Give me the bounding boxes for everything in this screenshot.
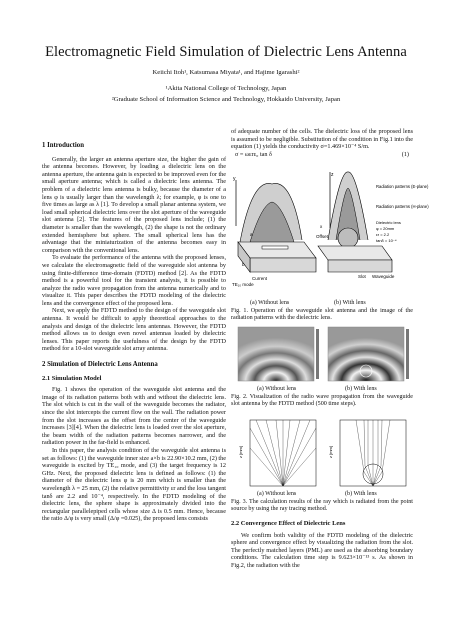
paper-title: Electromagnetic Field Simulation of Dielectric Lens Antenna bbox=[45, 44, 407, 60]
intro-paragraph-2: To evaluate the performance of the antenna with the proposed lenses, we calculate the electromagnetic field of the waveguide slot antenna by using finite-difference time-domain (FDTD) method [2]. As the FDTD method is a powerful tool for the transient analysis, it is possible to analyze the radio wave propagation from the antenna numerically and to visualize it. This paper describes the FDTD modeling of the dielectric lens and the convergence effect of the proposed lens. bbox=[42, 254, 226, 307]
section-1-heading: 1 Introduction bbox=[42, 142, 84, 149]
fig1-a-label: a bbox=[250, 232, 253, 237]
model-paragraph-2: In this paper, the analysis condition of the waveguide slot antenna is set as follows: (1) the waveguide inner size a×b is 22.90×10.2 mm, (2) the waveguide is excited by TE₁₀ mode, and (3) the target frequency is 12 GHz. Next, the proposed dielectric lens is defined as follows: (1) the diameter of the dielectric lens φ is 20 mm which is smaller than the wavelength λ = 25 mm, (2) the relative permittivity εr and the loss tangent tanδ are 2.2 and 10⁻⁴, respectively. In the FDTD modeling of the dielectric lens, the sphere shape is approximately divided into the rectangular parallelepiped cells whose size Δ is 0.5 mm. Hence, because the ratio Δ/φ is very small (Δ/φ =0.025), the proposed lens consists bbox=[42, 446, 227, 523]
fig1-lens-phi: φ = 20mm bbox=[376, 226, 395, 231]
fig1-caption: Fig. 1. Operation of the waveguide slot antenna and the image of the radiation patterns with the dielectric lens. bbox=[231, 308, 413, 322]
affiliation-2: ²Graduate School of Information Science and Technology, Hokkaido University, Japan bbox=[111, 96, 341, 103]
fig3-panel-b bbox=[328, 420, 406, 486]
subsection-2-1-heading: 2.1 Simulation Model bbox=[42, 374, 102, 382]
fig1-rp-h: Radiation patterns (H-plane) bbox=[376, 204, 429, 209]
right-column-top bbox=[231, 128, 413, 158]
fig2-sub-b: (b) With lens bbox=[345, 386, 377, 392]
waveguide-top-b bbox=[318, 246, 392, 260]
fig3-sub-a: (a) Without lens bbox=[257, 491, 297, 497]
equation-text: σ = ωεrε₀ tan δ bbox=[235, 150, 272, 158]
right-column-bottom bbox=[231, 520, 413, 570]
fig2-colorbar-b bbox=[406, 329, 409, 379]
waveguide-top-a bbox=[238, 242, 316, 258]
fig1-rp-e: Radiation patterns (E-plane) bbox=[376, 184, 429, 189]
fig1-sub-a: (a) Without lens bbox=[250, 300, 290, 306]
dielectric-lens bbox=[338, 228, 358, 248]
fig1-te10-label: TE₁₀ mode bbox=[232, 282, 254, 287]
fig1-sub-b: (b) With lens bbox=[334, 300, 366, 306]
model-paragraph-1: Fig. 1 shows the operation of the waveguide slot antenna and the image of its radiation patterns both with and without the dielectric lens. The slot which is cut in the wall of the waveguide becomes the radiator, since the slot intercepts the current flow on the wall. The radiation power from the slot increases as the offset from the center of the waveguide increases [3][4]. When the dielectric lens is loaded over the slot aperture, the beam width of the radiation patterns becomes narrower, and the radiation power in the far-field is enhanced. bbox=[42, 386, 226, 447]
intro-paragraph-1: Generally, the larger an antenna aperture size, the higher the gain of the antenna becomes. However, by loading a dielectric lens on the antenna aperture, the antenna gain is expected to be improved even for the small aperture antenna; which is called a dielectric lens antenna. The problem of a dielectric lens antenna is bulky, because the diameter of a lens φ is usually larger than the wavelength λ; for example, φ is one to five times as large as λ [1]. To develop a small planar antenna system, we load small spherical dielectric lens over the slot aperture of the waveguide slot antenna [2]. The features of the proposed lens include; (1) the diameter is smaller than the wavelength, (2) the shape is not the ordinary extended hemisphere but sphere. The small spherical lens has the advantage that the miniaturization of the antenna becomes easy in comparison with the conventional lens. bbox=[42, 155, 226, 254]
section-2-heading: 2 Simulation of Dielectric Lens Antenna bbox=[42, 361, 158, 369]
subsection-2-2-heading: 2.2 Convergence Effect of Dielectric Lens bbox=[231, 520, 346, 527]
affiliation-1: ¹Akita National College of Technology, Japan bbox=[165, 85, 287, 92]
figure-3 bbox=[236, 418, 414, 490]
fig3-axis-label-a: z [mm] bbox=[238, 446, 243, 458]
fig2-sub-a: (a) Without lens bbox=[257, 386, 297, 392]
fig2-field-a bbox=[238, 327, 314, 381]
equation-1 bbox=[231, 151, 413, 159]
figure-1 bbox=[232, 168, 429, 298]
fig1-lens-tan: tanδ = 10⁻⁴ bbox=[376, 238, 397, 243]
fig2-caption: Fig. 2. Visualization of the radio wave propagation from the waveguide slot antenna by the FDTD method (500 time steps). bbox=[231, 394, 413, 408]
right-paragraph-1: of adequate number of the cells. The dielectric loss of the proposed lens is assumed to be negligible. Substitution of the condition in Fig.1 into the equation (1) yields the conductivity σ=1.469×10⁻⁴ S/m. bbox=[231, 128, 413, 151]
waveguide-side-b bbox=[328, 260, 392, 272]
fig1-panel-a bbox=[232, 176, 316, 287]
convergence-paragraph: We confirm both validity of the FDTD modeling of the dielectric sphere and convergence effect by visualizing the radiation from the slot. The perfectly matched layers (PML) are used as the absorbing boundary conditions. The calculation time step is 9.623×10⁻¹³ s. As shown in Fig.2, the radiation with the bbox=[231, 531, 413, 569]
fig3-axis-label-b: z [mm] bbox=[328, 446, 333, 458]
authors: Keiichi Itoh¹, Katsumasa Miyata¹, and Hajime Igarashi² bbox=[152, 69, 300, 76]
fig3-sub-b: (b) With lens bbox=[345, 491, 377, 497]
fig1-offset-label: Offset bbox=[316, 234, 328, 239]
figure-2 bbox=[236, 325, 414, 383]
fig2-field-b bbox=[328, 327, 404, 381]
fig1-waveguide-label: Waveguide bbox=[372, 274, 395, 279]
fig1-x-label: x bbox=[320, 224, 323, 229]
fig3-panel-a bbox=[238, 420, 316, 486]
intro-paragraph-3: Next, we apply the FDTD method to the design of the waveguide slot antenna. It would be difficult to apply theoretical approaches to the analysis and design of the dielectric lens antennas. However, the FDTD method allows us to design even novel antennas loaded by dielectric lenses. This paper reports the usefulness of the design by the FDTD method for a 10-slot waveguide slot array antenna. bbox=[42, 307, 226, 353]
fig2-colorbar bbox=[316, 329, 319, 379]
fig1-y-label: y bbox=[233, 176, 236, 182]
fig1-lens-title: Dielectric lens bbox=[376, 220, 401, 225]
left-column bbox=[42, 142, 226, 523]
fig1-current-label: Current bbox=[252, 276, 268, 281]
fig1-lens-er: εr = 2.2 bbox=[376, 232, 390, 237]
fig1-panel-b bbox=[316, 172, 429, 279]
waveguide-side-a bbox=[250, 258, 316, 272]
fig1-slot-label: Slot bbox=[358, 274, 366, 279]
slot-a bbox=[262, 246, 288, 249]
fig1-z-label: z bbox=[331, 172, 334, 178]
equation-number: (1) bbox=[401, 150, 409, 158]
fig3-caption: Fig. 3. The calculation results of the ray which is radiated from the point source by using the ray tracing method. bbox=[231, 499, 413, 513]
fig1-b-label: b bbox=[242, 262, 245, 267]
